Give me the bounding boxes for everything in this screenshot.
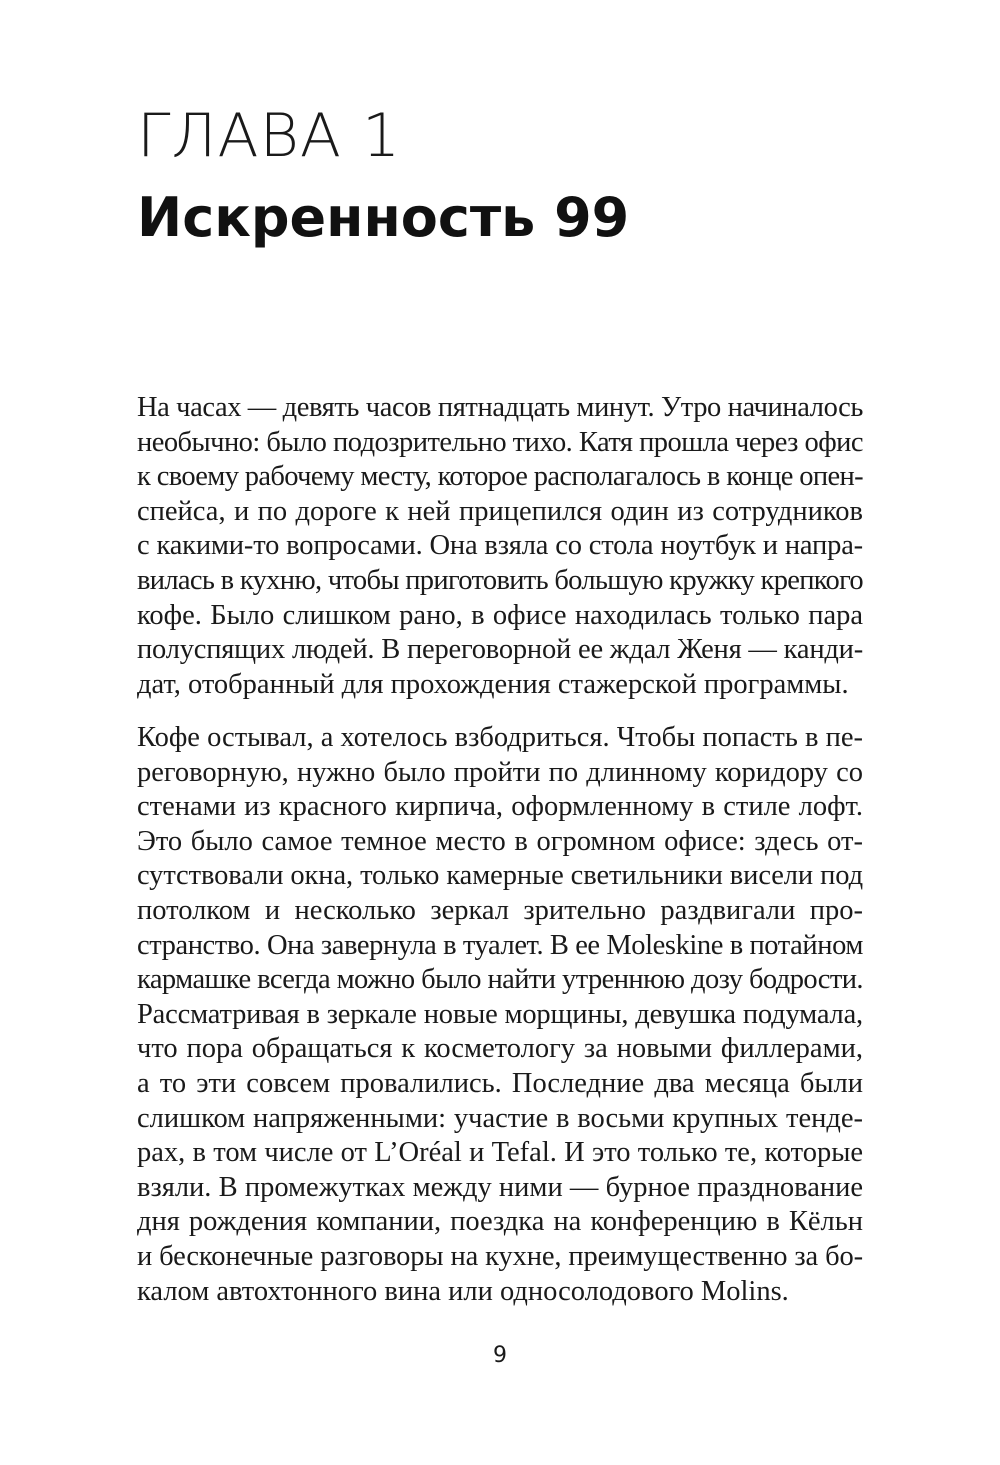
text-line: слишком напряженными: участие в восьми крупных тенде-	[137, 1102, 863, 1134]
text-line: Рассматривая в зеркале новые морщины, девушка подумала,	[137, 998, 863, 1030]
text-line: необычно: было подозрительно тихо. Катя прошла через офис	[137, 426, 863, 458]
page-number: 9	[493, 1343, 507, 1368]
text-line: к своему рабочему месту, которое располагалось в конце опен-	[137, 461, 863, 493]
text-line: полуспящих людей. В переговорной ее ждал Женя — канди-	[137, 634, 863, 666]
text-line: спейса, и по дороге к ней прицепился один из сотрудников	[137, 495, 863, 527]
paragraph-2	[137, 721, 863, 1309]
text-line: На часах — девять часов пятнадцать минут. Утро начиналось	[137, 392, 863, 423]
text-line: Это было самое темное место в огромном офисе: здесь от-	[137, 825, 863, 857]
chapter-label: ГЛАВА 1	[137, 101, 402, 171]
text-line: сутствовали окна, только камерные светильники висели под	[137, 860, 863, 892]
text-line: дня рождения компании, поездка на конференцию в Кёльн	[137, 1206, 863, 1238]
text-line: что пора обращаться к косметологу за новыми филлерами,	[137, 1033, 863, 1065]
text-line: странство. Она завернула в туалет. В ее Moleskine в потайном	[137, 929, 863, 961]
text-line: стенами из красного кирпича, оформленному в стиле лофт.	[137, 791, 863, 823]
text-line: калом автохтонного вина или односолодового Molins.	[137, 1275, 789, 1307]
chapter-title: Искренность 99	[137, 186, 630, 249]
text-line: рах, в том числе от L’Oréal и Tefal. И это только те, которые	[137, 1137, 863, 1169]
text-line: кармашке всегда можно было найти утреннюю дозу бодрости.	[137, 964, 863, 996]
text-line: кофе. Было слишком рано, в офисе находилась только пара	[137, 599, 863, 631]
text-line: взяли. В промежутках между ними — бурное празднование	[137, 1171, 863, 1203]
text-line: реговорную, нужно было пройти по длинному коридору со	[137, 756, 863, 788]
text-line: и бесконечные разговоры на кухне, преимущественно за бо-	[137, 1240, 863, 1272]
text-line: вилась в кухню, чтобы приготовить большую кружку крепкого	[137, 564, 863, 596]
text-line: потолком и несколько зеркал зрительно раздвигали про-	[137, 894, 863, 926]
text-line: дат, отобранный для прохождения стажерской программы.	[137, 668, 849, 700]
paragraph-1	[137, 391, 863, 702]
text-line: с какими-то вопросами. Она взяла со стола ноутбук и напра-	[137, 530, 863, 562]
text-line: Кофе остывал, а хотелось взбодриться. Чтобы попасть в пе-	[137, 722, 863, 753]
text-line: а то эти совсем провалились. Последние два месяца были	[137, 1067, 863, 1099]
